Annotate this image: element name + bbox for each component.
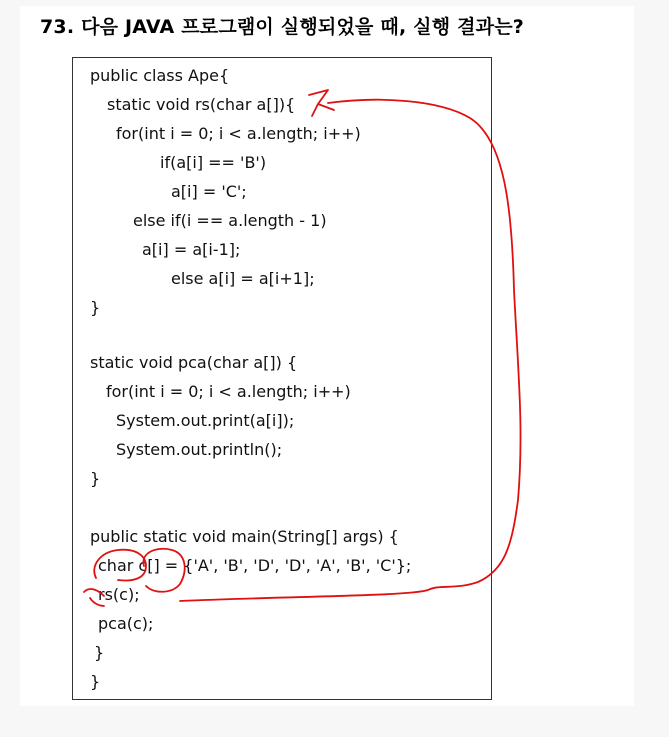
question-title: 73. 다음 JAVA 프로그램이 실행되었을 때, 실행 결과는? (40, 16, 524, 38)
code-line-rs-signature: static void rs(char a[]){ (107, 95, 296, 114)
code-line-rs-close: } (90, 298, 101, 317)
code-line-rs-else-if: else if(i == a.length - 1) (133, 211, 327, 230)
code-line-pca-for: for(int i = 0; i < a.length; i++) (106, 382, 351, 401)
code-line-rs-else: else a[i] = a[i+1]; (171, 269, 315, 288)
code-line-main-array: char c[] = {'A', 'B', 'D', 'D', 'A', 'B', 'C'}; (98, 556, 412, 575)
code-line-rs-for: for(int i = 0; i < a.length; i++) (116, 124, 361, 143)
code-line-pca-println: System.out.println(); (116, 440, 283, 459)
code-line-pca-signature: static void pca(char a[]) { (90, 353, 298, 372)
code-line-class-decl: public class Ape{ (90, 66, 230, 85)
code-line-rs-assign-c: a[i] = 'C'; (171, 182, 247, 201)
code-line-pca-close: } (90, 469, 101, 488)
code-line-class-close: } (90, 672, 101, 691)
code-line-rs-if: if(a[i] == 'B') (160, 153, 267, 172)
code-line-main-close: } (94, 643, 105, 662)
code-line-main-signature: public static void main(String[] args) { (90, 527, 399, 546)
code-line-main-call-rs: rs(c); (98, 585, 140, 604)
code-line-main-call-pca: pca(c); (98, 614, 154, 633)
code-line-pca-print: System.out.print(a[i]); (116, 411, 295, 430)
code-line-rs-assign-prev: a[i] = a[i-1]; (142, 240, 241, 259)
